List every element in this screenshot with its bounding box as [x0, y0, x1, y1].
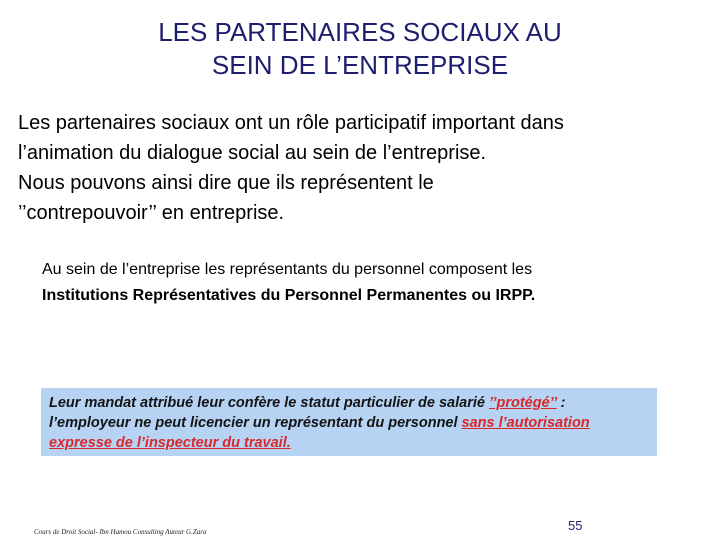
title-line-1: LES PARTENAIRES SOCIAUX AU — [158, 17, 562, 47]
page-number: 55 — [568, 518, 583, 533]
intro-paragraph — [18, 108, 708, 228]
footer-credit: Cours de Droit Social- Ibn Hamou Consulting Auteur G.Zara — [34, 528, 207, 536]
intro-line: ’’contrepouvoir’’ en entreprise. — [18, 202, 285, 224]
callout-line-3 — [49, 433, 657, 453]
intro-line: Nous pouvons ainsi dire que ils représentent le — [18, 172, 434, 194]
intro-line: l’animation du dialogue social au sein de l’entreprise. — [18, 142, 487, 164]
slide-title — [60, 16, 660, 82]
callout-text: l’employeur ne peut licencier un représentant du personnel — [49, 415, 462, 431]
protected-highlight: ’’protégé’’ — [488, 395, 557, 411]
inspector-highlight: expresse de l’inspecteur du travail. — [49, 435, 291, 451]
callout-line-2 — [49, 413, 657, 433]
irpp-line: Au sein de l’entreprise les représentants du personnel composent les — [42, 261, 533, 278]
callout-line-1 — [49, 393, 657, 413]
callout-text: Leur mandat attribué leur confère le statut particulier de salarié — [49, 395, 489, 411]
title-line-2: SEIN DE L’ENTREPRISE — [211, 50, 509, 80]
intro-line: Les partenaires sociaux ont un rôle participatif important dans — [18, 112, 564, 134]
protected-status-callout — [41, 388, 657, 456]
irpp-paragraph — [42, 257, 712, 309]
callout-text: : — [556, 395, 566, 411]
irpp-definition: Institutions Représentatives du Personnel Permanentes ou IRPP. — [42, 287, 536, 304]
authorization-highlight: sans l’autorisation — [461, 415, 590, 431]
